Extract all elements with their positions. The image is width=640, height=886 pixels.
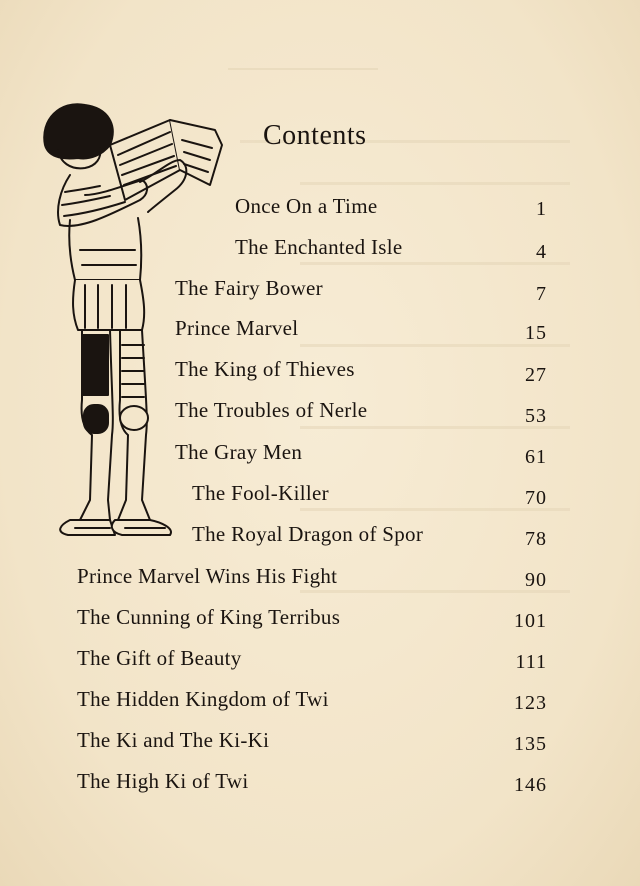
toc-entry-page: 27 xyxy=(525,364,547,386)
toc-entry-title[interactable]: The Ki and The Ki-Ki xyxy=(77,728,270,752)
toc-entry-page: 111 xyxy=(515,651,547,673)
toc-entry-page: 78 xyxy=(525,528,547,550)
toc-entry-title[interactable]: Prince Marvel Wins His Fight xyxy=(77,564,338,588)
toc-entry-page: 146 xyxy=(514,774,547,796)
toc-entry-title[interactable]: The Gift of Beauty xyxy=(77,646,242,670)
toc-entry-page: 101 xyxy=(514,610,547,632)
toc-entry-page: 4 xyxy=(536,241,547,263)
toc-entry-page: 15 xyxy=(525,322,547,344)
toc-entry-title[interactable]: The Enchanted Isle xyxy=(235,235,403,259)
toc-entry-page: 90 xyxy=(525,569,547,591)
toc-entry-title[interactable]: The Gray Men xyxy=(175,440,303,464)
toc-entry-title[interactable]: The Hidden Kingdom of Twi xyxy=(77,687,329,711)
toc-entry-title[interactable]: The High Ki of Twi xyxy=(77,769,249,793)
toc-entry-page: 7 xyxy=(536,283,547,305)
toc-entry-page: 70 xyxy=(525,487,547,509)
page-title: Contents xyxy=(263,120,367,151)
toc-entry-title[interactable]: The Fairy Bower xyxy=(175,276,323,300)
toc-entry-page: 53 xyxy=(525,405,547,427)
toc-entry-title[interactable]: The Royal Dragon of Spor xyxy=(192,522,424,546)
toc-entry-page: 123 xyxy=(514,692,547,714)
toc-entry-title[interactable]: The Cunning of King Terribus xyxy=(77,605,341,629)
toc-entry-page: 135 xyxy=(514,733,547,755)
toc-entry-page: 1 xyxy=(536,198,547,220)
toc-entry-title[interactable]: The Troubles of Nerle xyxy=(175,398,368,422)
toc-entry-page: 61 xyxy=(525,446,547,468)
toc-entry-title[interactable]: Prince Marvel xyxy=(175,316,299,340)
toc-entry-title[interactable]: The King of Thieves xyxy=(175,357,355,381)
toc-entry-title[interactable]: Once On a Time xyxy=(235,194,378,218)
toc-entry-title[interactable]: The Fool-Killer xyxy=(192,481,329,505)
